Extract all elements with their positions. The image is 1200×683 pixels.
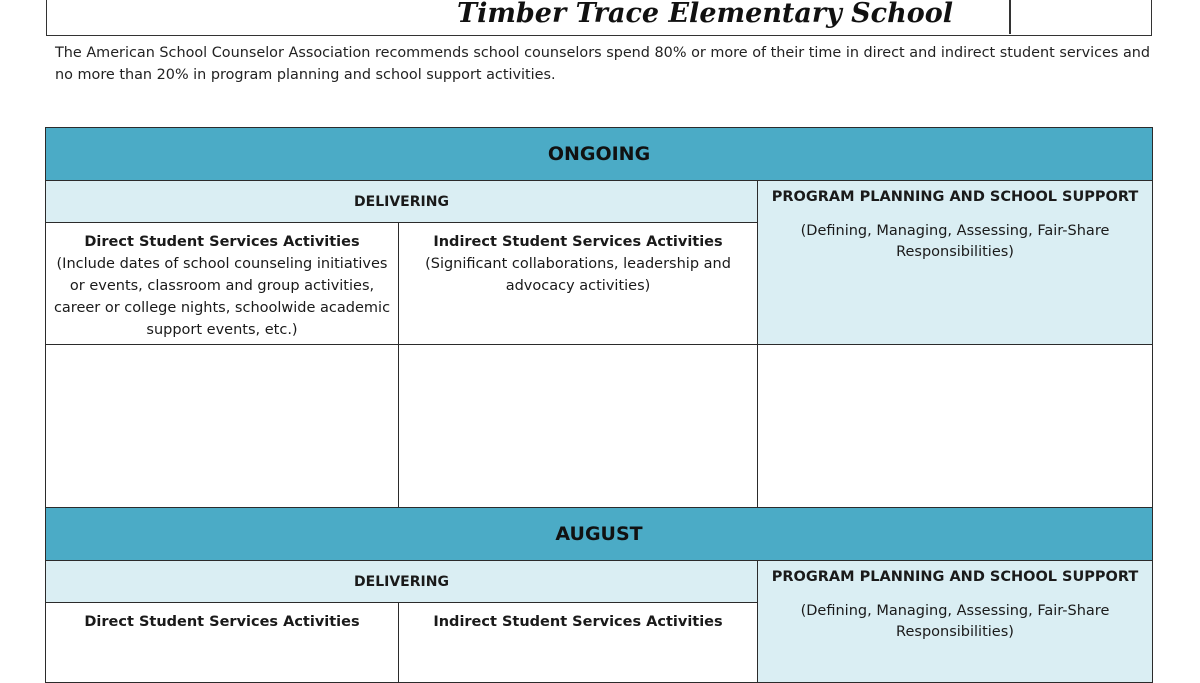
indirect-services-description: (Significant collaborations, leadership and advocacy activities) bbox=[425, 256, 731, 294]
header-divider bbox=[1009, 0, 1011, 34]
planning-entry-cell[interactable] bbox=[758, 345, 1153, 508]
indirect-services-header bbox=[399, 603, 758, 683]
august-section-table bbox=[45, 507, 1153, 683]
planning-subtitle: (Defining, Managing, Assessing, Fair-Share Responsibilities) bbox=[800, 603, 1110, 640]
indirect-services-title: Indirect Student Services Activities bbox=[433, 234, 723, 250]
indirect-services-header bbox=[399, 223, 758, 345]
direct-services-header bbox=[46, 603, 399, 683]
school-name-title: Timber Trace Elementary School bbox=[457, 0, 953, 29]
direct-services-header bbox=[46, 223, 399, 345]
section-header-august: AUGUST bbox=[46, 508, 1153, 561]
delivering-header: DELIVERING bbox=[46, 181, 758, 223]
delivering-header: DELIVERING bbox=[46, 561, 758, 603]
direct-services-title: Direct Student Services Activities bbox=[84, 614, 360, 630]
planning-header-cell bbox=[758, 561, 1153, 683]
planning-title: PROGRAM PLANNING AND SCHOOL SUPPORT bbox=[771, 569, 1139, 585]
indirect-services-entry-cell[interactable] bbox=[399, 345, 758, 508]
indirect-services-title: Indirect Student Services Activities bbox=[433, 614, 723, 630]
ongoing-section-table bbox=[45, 127, 1153, 508]
planning-title: PROGRAM PLANNING AND SCHOOL SUPPORT bbox=[771, 189, 1139, 205]
section-header-ongoing: ONGOING bbox=[46, 128, 1153, 181]
planning-header-cell bbox=[758, 181, 1153, 345]
direct-services-title: Direct Student Services Activities bbox=[84, 234, 360, 250]
direct-services-entry-cell[interactable] bbox=[46, 345, 399, 508]
planning-subtitle: (Defining, Managing, Assessing, Fair-Share Responsibilities) bbox=[800, 223, 1110, 260]
direct-services-description: (Include dates of school counseling initiatives or events, classroom and group activities, career or college nights, schoolwide academic support events, etc.) bbox=[53, 256, 391, 338]
header-box bbox=[46, 0, 1152, 36]
intro-paragraph: The American School Counselor Association recommends school counselors spend 80% or more of their time in direct and indirect student services and no more than 20% in program planning and school support activities. bbox=[55, 45, 1151, 83]
